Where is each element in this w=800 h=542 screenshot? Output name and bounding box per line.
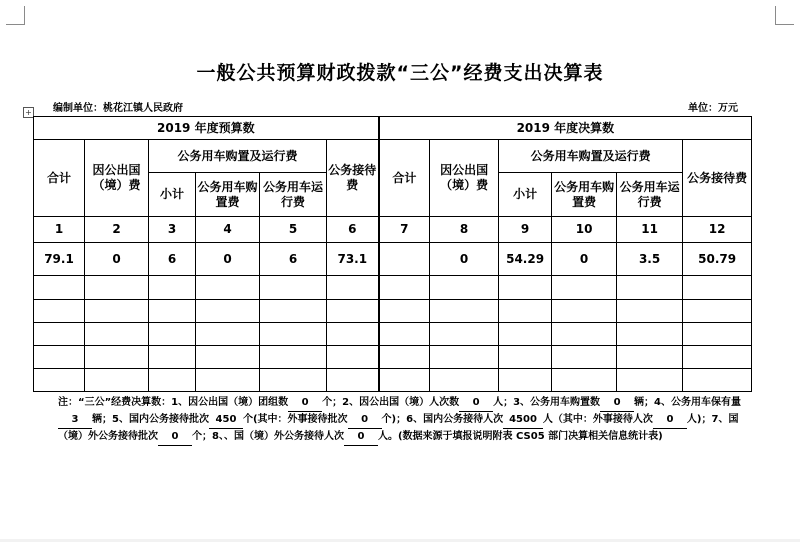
header-final-purchase: 公务用车购置费 — [552, 173, 617, 217]
value-final-abroad: 0 — [430, 243, 499, 276]
table-move-handle-icon[interactable]: + — [23, 107, 34, 118]
note-text: 人。(数据来源于填报说明附表 CS05 部门决算相关信息统计表) — [377, 431, 663, 442]
col-number: 9 — [499, 217, 552, 243]
col-number: 3 — [149, 217, 196, 243]
header-final-total: 合计 — [379, 140, 430, 217]
compiling-unit: 编制单位：桃花江镇人民政府 — [53, 103, 183, 114]
header-row-main — [34, 140, 752, 173]
value-budget-reception: 73.1 — [327, 243, 379, 276]
value-final-subtotal: 54.29 — [499, 243, 552, 276]
empty-row — [34, 299, 752, 322]
note-text: 辆；4、公务用车保有量 — [634, 397, 742, 408]
empty-row — [34, 368, 752, 391]
note-blank: 450 — [209, 412, 243, 429]
header-budget-vehicle: 公务用车购置及运行费 — [149, 140, 327, 173]
header-final-subtotal: 小计 — [499, 173, 552, 217]
note-text: 注：“三公”经费决算数：1、因公出国（境）团组数 — [58, 397, 289, 408]
budget-table — [33, 116, 752, 392]
header-budget-subtotal: 小计 — [149, 173, 196, 217]
value-final-purchase: 0 — [552, 243, 617, 276]
note-text: 个(其中：外事接待批次 — [242, 414, 348, 425]
empty-row — [34, 276, 752, 299]
value-final-reception: 50.79 — [683, 243, 752, 276]
value-budget-abroad: 0 — [85, 243, 149, 276]
value-budget-total: 79.1 — [34, 243, 85, 276]
note-blank: 0 — [158, 429, 192, 446]
note-blank: 0 — [288, 395, 322, 412]
header-budget-total: 合计 — [34, 140, 85, 217]
header-budget-abroad: 因公出国（境）费 — [85, 140, 149, 217]
col-number: 12 — [683, 217, 752, 243]
col-number: 7 — [379, 217, 430, 243]
header-row-sections — [34, 117, 752, 140]
section-final: 2019 年度决算数 — [379, 117, 752, 140]
note-blank: 0 — [344, 429, 378, 446]
header-final-operation: 公务用车运行费 — [617, 173, 683, 217]
note-blank: 3 — [58, 412, 92, 429]
empty-row — [34, 345, 752, 368]
note-blank: 4500 — [503, 412, 543, 429]
note-text: 人)；7、国（境）外公务接待批次 — [58, 414, 739, 442]
header-final-abroad: 因公出国（境）费 — [430, 140, 499, 217]
crop-mark-top-right — [775, 6, 794, 25]
note-text: 人；3、公务用车购置数 — [493, 397, 601, 408]
crop-mark-top-left — [6, 6, 25, 25]
section-budget: 2019 年度预算数 — [34, 117, 379, 140]
footnote — [58, 395, 748, 446]
col-number: 5 — [260, 217, 327, 243]
header-final-vehicle: 公务用车购置及运行费 — [499, 140, 683, 173]
col-number: 1 — [34, 217, 85, 243]
header-budget-operation: 公务用车运行费 — [260, 173, 327, 217]
col-number: 6 — [327, 217, 379, 243]
value-final-operation: 3.5 — [617, 243, 683, 276]
empty-row — [34, 322, 752, 345]
header-budget-reception: 公务接待费 — [327, 140, 379, 217]
header-final-reception: 公务接待费 — [683, 140, 752, 217]
note-text: 个)；6、国内公务接待人次 — [381, 414, 504, 425]
col-number: 10 — [552, 217, 617, 243]
col-number: 11 — [617, 217, 683, 243]
currency-unit: 单位：万元 — [688, 103, 738, 114]
note-blank: 0 — [653, 412, 687, 429]
header-budget-purchase: 公务用车购置费 — [196, 173, 260, 217]
note-text: 个；8、、国（境）外公务接待人次 — [192, 431, 344, 442]
note-text: 个；2、因公出国（境）人次数 — [322, 397, 460, 408]
note-text: 人（其中：外事接待人次 — [542, 414, 653, 425]
value-budget-purchase: 0 — [196, 243, 260, 276]
note-blank: 0 — [600, 395, 634, 412]
value-row — [34, 243, 752, 276]
value-final-total — [379, 243, 430, 276]
col-number: 8 — [430, 217, 499, 243]
column-number-row — [34, 217, 752, 243]
col-number: 2 — [85, 217, 149, 243]
note-blank: 0 — [459, 395, 493, 412]
col-number: 4 — [196, 217, 260, 243]
value-budget-subtotal: 6 — [149, 243, 196, 276]
document-title: 一般公共预算财政拨款“三公”经费支出决算表 — [196, 62, 604, 84]
note-text: 辆；5、国内公务接待批次 — [92, 414, 209, 425]
note-blank: 0 — [348, 412, 382, 429]
value-budget-operation: 6 — [260, 243, 327, 276]
